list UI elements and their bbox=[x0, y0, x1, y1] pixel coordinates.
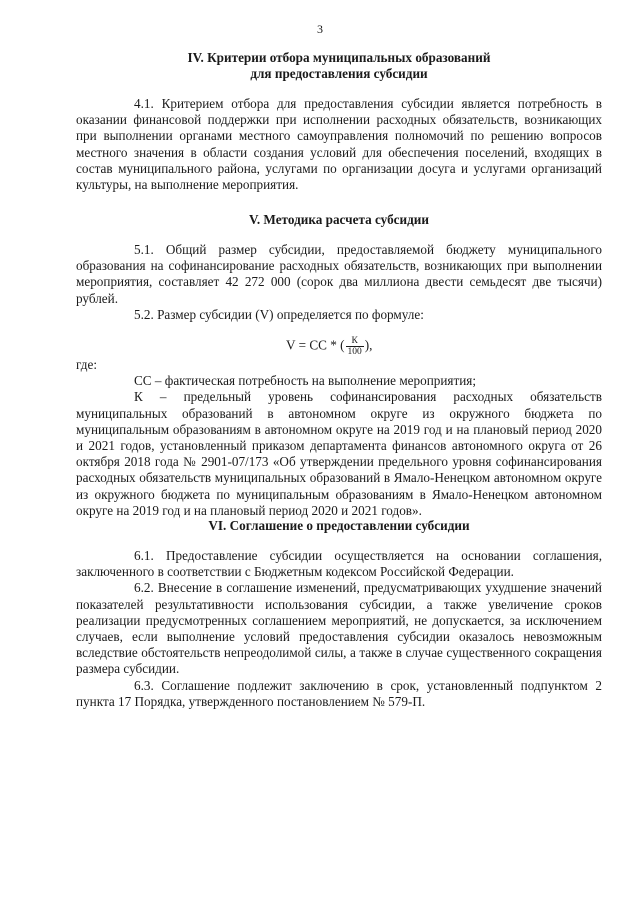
paragraph-4-1: 4.1. Критерием отбора для предоставления субсидии является потребность в оказании финансовой поддержки при исполнении расходных обязательств, возникающих при выполнении органами местного самоуправления полномочий по решению вопросов местного значения в области создания условий для обеспечения поселений, входящих в состав муниципального района, услугами по организации досуга и услугами организаций культуры, на выполнение мероприятия. bbox=[76, 96, 602, 193]
section-4-heading-line1: IV. Критерии отбора муниципальных образований bbox=[187, 50, 491, 65]
page-number: 3 bbox=[317, 22, 323, 36]
formula-denominator: 100 bbox=[347, 347, 362, 358]
section-4 bbox=[76, 50, 602, 193]
subsidy-formula bbox=[76, 331, 602, 357]
paragraph-6-1: 6.1. Предоставление субсидии осуществляется на основании соглашения, заключенного в соответствии с Бюджетным кодексом Российской Федерации. bbox=[76, 548, 602, 580]
paragraph-5-2: 5.2. Размер субсидии (V) определяется по формуле: bbox=[134, 306, 424, 322]
formula-numerator: К bbox=[346, 336, 364, 347]
formula-left: V = СС * ( bbox=[286, 337, 345, 353]
definition-cc: СС – фактическая потребность на выполнение мероприятия; bbox=[134, 373, 477, 389]
definition-k: К – предельный уровень софинансирования расходных обязательств муниципальных образований в автономном округе из окружного бюджета по муниципальным образованиям в автономном округе на 2019 год и на плановый период 2020 и 2021 годов, установленный приказом департамента финансов автономного округа от 26 октября 2018 года № 2901-07/173 «Об утверждении предельного уровня софинансирования расходных обязательств муниципальных образований в Ямало-Ненецком автономном округе из окружного бюджета по муниципальным образованиям в Ямало-Ненецком автономном округе на 2019 год и на плановый период 2020 и 2021 годов». bbox=[76, 389, 602, 518]
formula-fraction bbox=[346, 336, 364, 357]
section-6-heading: VI. Соглашение о предоставлении субсидии bbox=[208, 518, 470, 533]
paragraph-6-2: 6.2. Внесение в соглашение изменений, предусматривающих ухудшение значений показателей результативности использования субсидии, а также увеличение сроков реализации предусмотренных соглашением мероприятий, не допускается, за исключением случаев, если выполнение условий предоставления субсидии оказалось невозможным вследствие обстоятельств непреодолимой силы, а также в случае существенного сокращения размера субсидии. bbox=[76, 580, 602, 677]
where-label: где: bbox=[76, 357, 97, 373]
paragraph-6-3: 6.3. Соглашение подлежит заключению в срок, установленный подпунктом 2 пункта 17 Порядка, утвержденного постановлением № 579-П. bbox=[76, 677, 602, 709]
section-6 bbox=[76, 518, 602, 710]
formula-right: ), bbox=[364, 337, 373, 353]
paragraph-5-1: 5.1. Общий размер субсидии, предоставляемой бюджету муниципального образования на софинансирование расходных обязательств, возникающих при выполнении мероприятия, составляет 42 272 000 (сорок два миллиона двести семьдесят две тысячи) рублей. bbox=[76, 242, 602, 306]
section-5 bbox=[76, 212, 602, 519]
section-5-heading: V. Методика расчета субсидии bbox=[249, 212, 429, 227]
section-4-heading-line2: для предоставления субсидии bbox=[250, 66, 428, 81]
